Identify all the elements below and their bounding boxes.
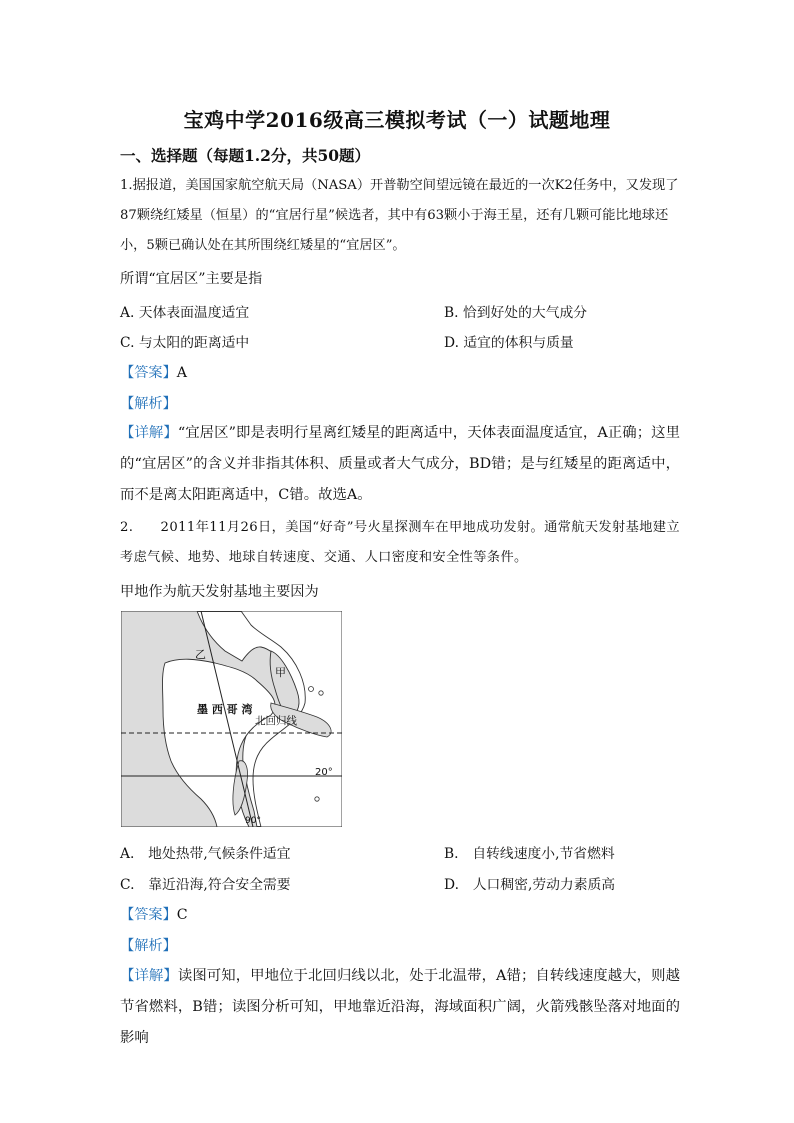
q1-detail — [120, 418, 680, 511]
q1-option-a: A. 天体表面温度适宜 — [120, 305, 250, 321]
section-heading: 一、选择题（每题1.2分，共50题） — [120, 146, 371, 165]
islet-3 — [315, 797, 319, 801]
q1-detail-text: “宜居区”即是表明行星离红矮星的距离适中，天体表面温度适宜，A正确；这里的“宜居区”的含义并非指其体积、质量或者大气成分，BD错；是与红矮星的距离适中，而不是离太阳距离适中，C错。故选A。 — [120, 425, 680, 503]
q2-analysis-tag — [120, 935, 177, 955]
label-jia: 甲 — [275, 666, 286, 679]
q2-option-b: B. 自转线速度小,节省燃料 — [444, 846, 615, 862]
q1-option-b: B. 恰到好处的大气成分 — [444, 305, 588, 321]
q1-option-d: D. 适宜的体积与质量 — [444, 335, 574, 351]
q1-analysis-label: 【解析】 — [120, 396, 177, 412]
q1-analysis-tag — [120, 393, 177, 413]
q2-option-d: D. 人口稠密,劳动力素质高 — [444, 877, 616, 893]
q2-answer — [120, 904, 188, 924]
q2-detail-text: 读图可知，甲地位于北回归线以北，处于北温带，A错；自转线速度越大，则越节省燃料，B错；读图分析可知，甲地靠近沿海，海域面积广阔，火箭残骸坠落对地面的影响 — [120, 968, 680, 1046]
label-sea: 墨 西 哥 湾 — [197, 703, 253, 716]
label-bottom: 90° — [245, 816, 261, 826]
label-yi: 乙 — [195, 648, 206, 661]
q1-answer-tag: 【答案】 — [120, 365, 177, 381]
page-title: 宝鸡中学2016级高三模拟考试（一）试题地理 — [183, 108, 611, 132]
q2-answer-tag: 【答案】 — [120, 907, 177, 923]
islet-1 — [309, 687, 314, 692]
q2-option-a: A. 地处热带,气候条件适宜 — [120, 846, 291, 862]
q1-stem: 1.据报道，美国国家航空航天局（NASA）开普勒空间望远镜在最近的一次K2任务中，又发现了87颗绕红矮星（恒星）的“宜居行星”候选者，其中有63颗小于海王星，还有几颗可能比地球还小，5颗已确认处在其所围绕红矮星的“宜居区”。 — [120, 178, 679, 253]
q1-answer-value: A — [176, 365, 188, 381]
islet-2 — [319, 691, 323, 695]
q1-question: 所谓“宜居区”主要是指 — [120, 271, 263, 287]
q2-stem: 2. 2011年11月26日，美国“好奇”号火星探测车在甲地成功发射。通常航天发射基地建立考虑气候、地势、地球自转速度、交通、人口密度和安全性等条件。 — [120, 520, 680, 565]
q2-detail — [120, 961, 680, 1054]
q2-detail-tag: 【详解】 — [120, 968, 178, 984]
q2-option-c: C. 靠近沿海,符合安全需要 — [120, 877, 291, 893]
q2-answer-value: C — [176, 907, 188, 923]
q2-question: 甲地作为航天发射基地主要因为 — [120, 584, 319, 600]
q2-analysis-label: 【解析】 — [120, 938, 177, 954]
label-lat: 20° — [315, 767, 333, 778]
q1-option-c: C. 与太阳的距离适中 — [120, 335, 250, 351]
gulf-of-mexico-map — [121, 611, 342, 827]
label-tropic: 北回归线 — [255, 715, 297, 727]
q1-detail-tag: 【详解】 — [120, 425, 178, 441]
q1-answer — [120, 362, 187, 382]
